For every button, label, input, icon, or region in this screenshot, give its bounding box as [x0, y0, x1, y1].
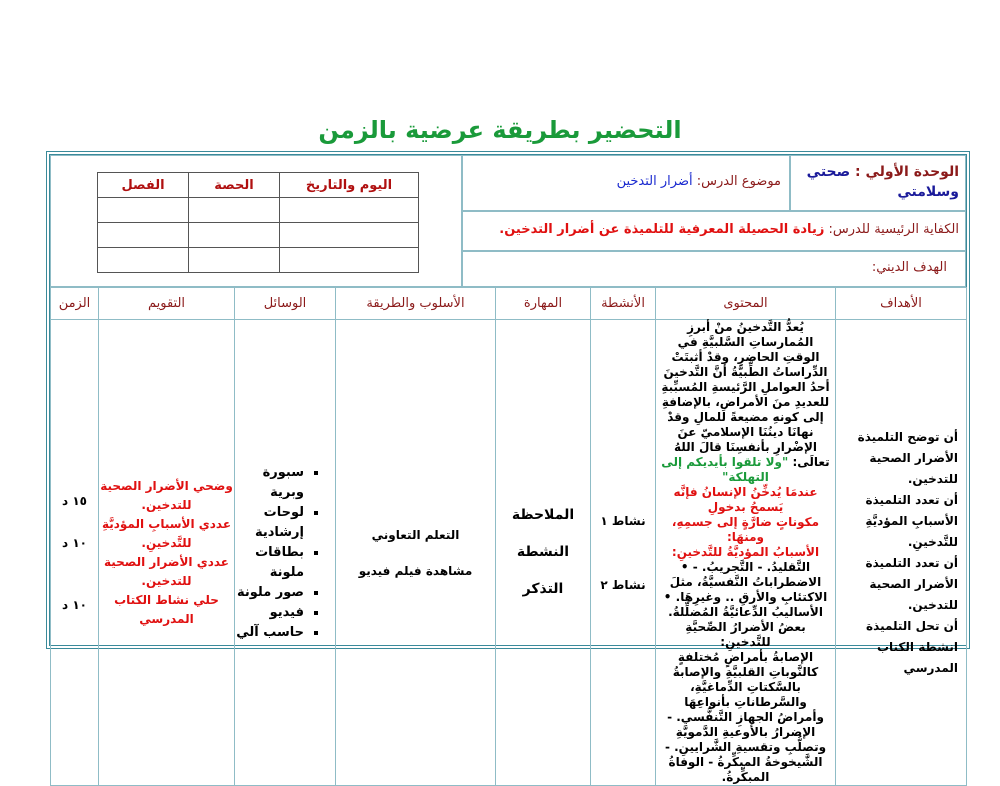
page-title: التحضير بطريقة عرضية بالزمن: [318, 116, 682, 144]
unit-value: صحتي وسلامتي: [806, 164, 959, 200]
content-verse: "ولا تلقوا بأيديكم إلى التهلكة": [661, 455, 789, 484]
content-red-text: عندمَا يُدخِّنُ الإنسانُ فإنَّه يَسمحُ بدخولِ: [673, 485, 818, 514]
skill-item: التذكر: [522, 581, 564, 597]
schedule-header: الحصة: [189, 173, 280, 198]
schedule-cell[interactable]: [280, 223, 419, 248]
activity-item: نشاط ١: [600, 513, 646, 528]
column-header: الأنشطة: [591, 288, 656, 320]
activities-cell: [591, 320, 656, 786]
column-header: المحتوى: [656, 288, 836, 320]
tool-item: ▪ فيديو: [236, 603, 304, 623]
goals-cell: [836, 320, 967, 786]
tool-item: ▪ حاسب آلي: [236, 623, 304, 643]
evaluation-item: عددي الأضرار الصحية للتدخين.: [103, 554, 230, 588]
religious-goal-cell: [462, 251, 966, 287]
time-item: ١٠ د: [62, 535, 87, 550]
skill-item: الملاحظة: [511, 507, 575, 523]
goal-item: أن تحل التلميذة انشطة الكتاب المدرسي: [866, 618, 958, 675]
schedule-cell[interactable]: [98, 223, 189, 248]
goal-item: أن تعدد التلميذة الأسبابِ المؤديَّةِ للتَّدخينِ.: [865, 492, 958, 549]
evaluation-item: حلي نشاط الكتاب المدرسي: [114, 592, 219, 626]
skill-item: النشطة: [516, 544, 570, 560]
evaluation-item: عددي الأسبابِ المؤديَّةِ للتَّدخينِ.: [101, 516, 232, 550]
religious-goal-label: الهدف الديني:: [871, 260, 947, 275]
topic-value: أضرار التدخين: [616, 174, 693, 189]
content-intro: يُعدُّ التَّدخينُ منْ أبرزِ المُمارساتِ السَّلبيَّةِ في الوقتِ الحاضرِ، وقدْ أثبتَتْ الدِّراساتُ الطِّبيَّةُ أنَّ التَّدخينَ أحدُ العواملِ الرَّئيسةِ المُسبِّبةِ للعديدِ منَ الأمراضِ، بالإضافةِ إلى كونهِ مضيعةً للمالِ وقدْ نهانَا دينُنَا الإسلاميّ عنَ الإضْرارِ بأنفسِنَا قالَ اللهُ تعالَى:: [661, 320, 830, 469]
topic-label: موضوع الدرس:: [696, 174, 781, 189]
schedule-cell[interactable]: [189, 248, 280, 273]
tools-cell: [235, 320, 336, 786]
evaluation-item: وضحي الأضرار الصحية للتدخين.: [100, 478, 233, 512]
schedule-cell[interactable]: [98, 198, 189, 223]
method-item: مشاهدة فيلم فيديو: [358, 563, 473, 578]
tool-item: ▪ صور ملونة: [236, 583, 304, 603]
tool-item: ▪ بطاقات ملونة: [254, 543, 304, 583]
lesson-table: [50, 287, 967, 786]
competency-value: زيادة الحصيلة المعرفية للتلميذة عن أضرار التدخين.: [499, 222, 825, 237]
schedule-header: اليوم والتاريخ: [280, 173, 419, 198]
time-item: ١٥ د: [62, 493, 87, 508]
unit-cell: [790, 155, 966, 211]
schedule-table: [97, 172, 419, 273]
schedule-cell[interactable]: [189, 198, 280, 223]
goal-item: أن توضح التلميذة الأضرار الصحية للتدخين.: [857, 429, 958, 486]
skills-cell: [496, 320, 591, 786]
schedule-header: الفصل: [98, 173, 189, 198]
evaluation-cell: [99, 320, 235, 786]
competency-label: الكفاية الرئيسية للدرس:: [828, 222, 959, 237]
unit-label: الوحدة الأولي :: [855, 164, 959, 180]
schedule-cell[interactable]: [280, 198, 419, 223]
column-header: الزمن: [51, 288, 99, 320]
tool-item: ▪ سبورة وبرية: [254, 463, 304, 503]
competency-cell: [462, 211, 966, 251]
causes-title: الأسبابُ المؤديَّةُ للتَّدخينِ:: [671, 545, 820, 559]
column-header: المهارة: [496, 288, 591, 320]
activity-item: نشاط ٢: [600, 577, 646, 592]
schedule-cell[interactable]: [280, 248, 419, 273]
schedule-cell[interactable]: [189, 223, 280, 248]
content-cell: [656, 320, 836, 786]
column-header: الوسائل: [235, 288, 336, 320]
goal-item: أن تعدد التلميذة الأضرار الصحية للتدخين.: [865, 555, 958, 612]
column-header: الأسلوب والطريقة: [336, 288, 496, 320]
time-item: ١٠ د: [62, 597, 87, 612]
topic-cell: [462, 155, 790, 211]
methods-cell: [336, 320, 496, 786]
tool-item: ▪ لوحات إرشادية: [254, 503, 304, 543]
column-header: الأهداف: [836, 288, 967, 320]
column-header: التقويم: [99, 288, 235, 320]
schedule-cell[interactable]: [98, 248, 189, 273]
method-item: التعلم التعاوني: [371, 527, 460, 542]
causes-text: التَّقليدُ. - التَّجريبُ. - • الاضطراباتُ النَّفسيَّةُ، مثلَ الاكتئابِ والأرقِ .. وغيرِهَا. • الأساليبُ الدِّعائيَّةُ المُضلِّلةُ.: [663, 560, 828, 619]
harms-title: بعضُ الأضرارُ الصِّحيَّةِ للتَّدخينِ:: [685, 620, 806, 649]
time-cell: [51, 320, 99, 786]
content-red-text-2: مكوناتٍ ضارَّةٍ إلى جسمِهِ، ومنهَا:: [671, 515, 820, 544]
harms-text: الإصابةُ بأمراضٍ مُختلفةٍ كالنَّوباتِ القلبيَّةِ والإصابةُ بالسَّكتاتِ الدِّماغيَّةِ، والسَّرطاناتِ بأنواعِهَا وأمراضُ الجهازِ التَّنفُّسي. - الإضرارُ بالأوعيةِ الدَّمويَّةِ وتصلُّبِ وتقسيةِ الشَّرايينِ. - الشَّيخوخةُ المبكِّرةُ - الوفاةُ المبكِّرةُ.: [664, 650, 827, 784]
